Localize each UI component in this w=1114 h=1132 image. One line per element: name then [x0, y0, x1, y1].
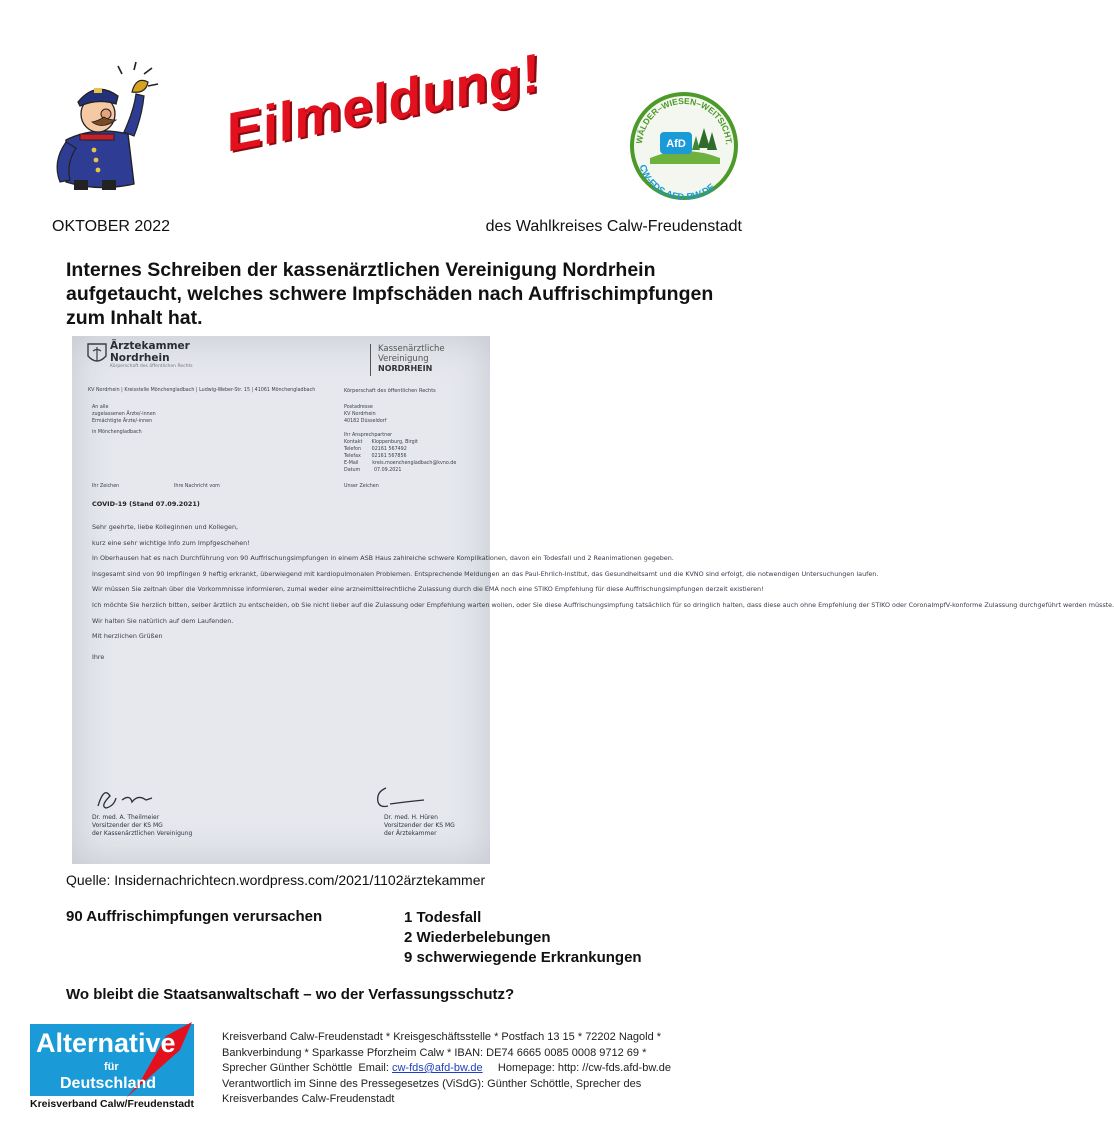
logo-fuer: für	[104, 1061, 119, 1073]
letter-body	[92, 523, 1114, 668]
closing-question: Wo bleibt die Staatsanwaltschaft – wo der Verfassungsschutz?	[66, 986, 515, 1003]
contact-block: Ihr Ansprechpartner Kontakt Kloppenburg, Birgit Telefon 02161 567492 Telefax 02161 567856 E-Mail kreis.moenchengladbach@kvno.de Datum 07.09.2021	[344, 433, 457, 473]
svg-text:CW-FDS.AFD-BW.DE: CW-FDS.AFD-BW.DE	[636, 163, 718, 204]
letter-paragraph: Ich möchte Sie herzlich bitten, selber ärztlich zu entscheiden, ob Sie nicht lieber auf die Zulassung oder Empfehlung warten wollen, oder Sie diese Auffrischungsimpfung tatsächlich für so dringlich halten, dass diese auch ohne Empfehlung der STIKO oder CoronaImpfV-konforme Zulassung durchgeführt werden müsste.	[92, 600, 1114, 609]
recipients-city: in Mönchengladbach	[92, 430, 142, 435]
letter-paragraph: Wir müssen Sie zeitnah über die Vorkommnisse informieren, zumal weder eine arzneimittelrechtliche Zulassung durch die EMA noch eine STIKO Empfehlung für diese Auffrischungsimpfungen derzeit existieren!	[92, 585, 764, 594]
summary-effects	[404, 908, 642, 968]
letter-paragraph: Insgesamt sind von 90 Impflingen 9 heftig erkrankt, überwiegend mit kardiopulmonalen Problemen. Entsprechende Meldungen an das Paul-Ehrlich-Institut, das Gesundheitsamt und die KVNO sind erfolgt, die notwendigen Untersuchungen laufen.	[92, 569, 879, 578]
source-citation: Quelle: Insidernachrichtecn.wordpress.com/2021/1102ärztekammer	[66, 872, 486, 888]
issue-month: OKTOBER 2022	[52, 218, 170, 235]
logo-deutschland: Deutschland	[60, 1075, 157, 1092]
summary-effect-item: 9 schwerwiegende Erkrankungen	[404, 949, 642, 966]
ref-unser-zeichen: Unser Zeichen	[344, 484, 379, 489]
summary-effect-item: 1 Todesfall	[404, 909, 482, 926]
eilmeldung-title: Eilmeldung!	[220, 43, 546, 164]
constituency-label: des Wahlkreises Calw-Freudenstadt	[485, 218, 742, 235]
afd-party-logo	[30, 1020, 194, 1096]
footer-line: Bankverbindung * Sparkasse Pforzheim Calw * IBAN: DE74 6665 0085 0008 9712 69 *	[222, 1046, 647, 1059]
letter-subject: COVID-19 (Stand 07.09.2021)	[92, 500, 200, 508]
ref-ihre-nachricht: Ihre Nachricht vom	[174, 484, 220, 489]
koerperschaft-note: Körperschaft des öffentlichen Rechts	[344, 388, 436, 394]
kv-name: Kassenärztliche Vereinigung	[378, 344, 445, 364]
aerztekammer-subtitle: Körperschaft des öffentlichen Rechts	[110, 364, 193, 369]
letter-paragraph: Ihre	[92, 652, 105, 661]
ref-ihr-zeichen: Ihr Zeichen	[92, 484, 120, 489]
letter-paragraph: Wir halten Sie natürlich auf dem Laufenden.	[92, 616, 234, 625]
afd-district-badge	[620, 88, 748, 208]
letter-paragraph: Mit herzlichen Grüßen	[92, 632, 163, 641]
letter-paragraph: Sehr geehrte, liebe Kolleginnen und Kollegen,	[92, 523, 239, 531]
kv-region: NORDRHEIN	[378, 364, 433, 373]
signatory-right: Dr. med. H. Hüren Vorsitzender der KS MG der Ärztekammer	[384, 814, 455, 837]
footer-contact-info	[222, 1030, 714, 1108]
letter-paragraph: kurz eine sehr wichtige Info zum Impfgeschehen!	[92, 538, 250, 547]
scanned-letter	[72, 336, 1114, 864]
summary-cause: 90 Auffrischimpfungen verursachen	[66, 908, 323, 925]
aerztekammer-crest-icon	[86, 342, 108, 366]
article-headline: Internes Schreiben der kassenärztlichen Vereinigung Nordrhein aufgetaucht, welches schwere Impfschäden nach Auffrischimpfungen zum Inhalt hat.	[66, 259, 714, 329]
recipients: An alle zugelassenen Ärzte/-innen Ermächtigte Ärzte/-innen	[92, 405, 156, 424]
herald-illustration	[36, 62, 176, 192]
footer-line: Kreisverbandes Calw-Freudenstadt	[222, 1093, 395, 1105]
signature-left	[92, 786, 162, 812]
footer-line: Verantwortlich im Sinne des Pressegesetzes (ViSdG): Günther Schöttle, Sprecher des	[222, 1077, 642, 1090]
summary-effect-item: 2 Wiederbelebungen	[404, 929, 551, 946]
postal-address: Postadresse KV Nordrhein 40182 Düsseldorf	[344, 405, 387, 424]
email-link[interactable]: cw-fds@afd-bw.de	[391, 1062, 483, 1074]
signatory-left: Dr. med. A. Theilmeier Vorsitzender der KS MG der Kassenärztlichen Vereinigung	[92, 814, 193, 837]
kreisverband-label: Kreisverband Calw/Freudenstadt	[30, 1098, 194, 1110]
svg-text:WÄLDER–WIESEN–WEITSICHT.: WÄLDER–WIESEN–WEITSICHT.	[633, 95, 734, 146]
signature-right	[372, 784, 432, 810]
afd-badge-text: AfD	[666, 138, 686, 150]
footer-line: Kreisverband Calw-Freudenstadt * Kreisgeschäftsstelle * Postfach 13 15 * 72202 Nagold *	[222, 1031, 662, 1043]
letter-paragraph: In Oberhausen hat es nach Durchführung von 90 Auffrischungsimpfungen in einem ASB Haus zahlreiche schwere Komplikationen, davon ein Todesfall und 2 Reanimationen gegeben.	[92, 554, 674, 563]
sender-address-line: KV Nordrhein | Kreisstelle Mönchengladbach | Ludwig-Weber-Str. 15 | 41061 Mönchengladbach	[88, 388, 316, 393]
aerztekammer-name: Ärztekammer Nordrhein	[110, 340, 190, 364]
homepage-text: Homepage: http: //cw-fds.afd-bw.de	[482, 1062, 671, 1074]
logo-alternative: Alternative	[36, 1028, 176, 1058]
footer-line: Sprecher Günther Schöttle Email: cw-fds@afd-bw.de Homepage: http: //cw-fds.afd-bw.de	[222, 1062, 671, 1074]
